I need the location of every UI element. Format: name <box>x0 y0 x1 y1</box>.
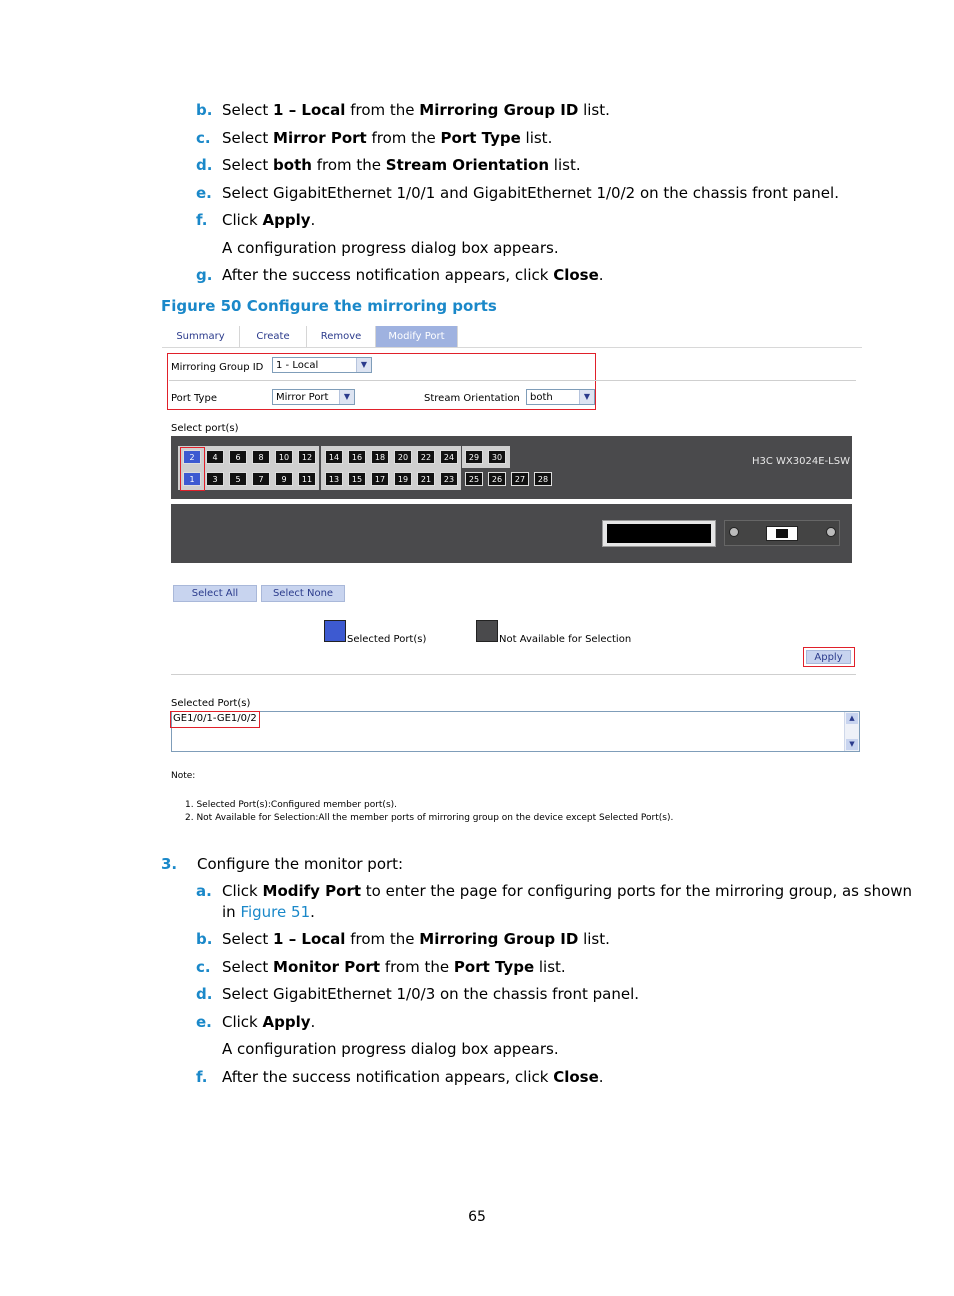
step-text <box>222 211 315 229</box>
select-ports-label: Select port(s) <box>171 423 239 434</box>
step-text-part: both <box>273 156 312 174</box>
legend-selected-label: Selected Port(s) <box>347 634 427 645</box>
step-letter: d. <box>196 985 213 1003</box>
figure-caption: Figure 50 Configure the mirroring ports <box>161 297 497 315</box>
selected-ports-label: Selected Port(s) <box>171 698 251 709</box>
step-text-part: . <box>598 1068 604 1086</box>
port-25[interactable]: 25 <box>465 472 483 486</box>
device-model-label: H3C WX3024E-LSW <box>752 456 850 467</box>
step-text-part: Port Type <box>440 129 521 147</box>
step-text-part: Click <box>222 211 263 229</box>
tab-create[interactable]: Create <box>240 326 307 347</box>
step-letter: b. <box>196 930 213 948</box>
step-text-part: 1 – Local <box>273 930 346 948</box>
step-text-part: . <box>598 266 604 284</box>
step-text-part: list. <box>549 156 581 174</box>
step-text-part: Mirroring Group ID <box>419 930 579 948</box>
step-text-part: Port Type <box>453 958 535 976</box>
step-text-part: list. <box>520 129 553 147</box>
step-letter: b. <box>196 101 213 119</box>
step-letter: e. <box>196 1013 212 1031</box>
port-29[interactable]: 29 <box>465 450 483 464</box>
step-text-part: Apply <box>262 1013 311 1031</box>
scroll-up-icon[interactable]: ▲ <box>846 713 858 724</box>
step-text-part: from the <box>345 930 420 948</box>
figure-link[interactable]: Figure 51 <box>240 903 311 921</box>
port-1[interactable]: 1 <box>183 472 201 486</box>
step-text-part: Stream Orientation <box>385 156 550 174</box>
legend-not-available-swatch <box>476 620 498 642</box>
step-text-part: Click <box>222 882 263 900</box>
step-letter: g. <box>196 266 213 284</box>
step-number: 3. <box>161 855 178 873</box>
step-text <box>222 1068 604 1086</box>
port-28[interactable]: 28 <box>534 472 552 486</box>
port-19[interactable]: 19 <box>394 472 412 486</box>
step-text-part: Select <box>222 930 274 948</box>
port-4[interactable]: 4 <box>206 450 224 464</box>
step-text <box>222 985 639 1003</box>
port-23[interactable]: 23 <box>440 472 458 486</box>
step-text-part: Click <box>222 1013 263 1031</box>
port-20[interactable]: 20 <box>394 450 412 464</box>
port-16[interactable]: 16 <box>348 450 366 464</box>
port-5[interactable]: 5 <box>229 472 247 486</box>
module-slot <box>724 520 840 546</box>
step-text-part: . <box>310 903 315 921</box>
step-text-part: Select <box>222 129 274 147</box>
port-18[interactable]: 18 <box>371 450 389 464</box>
step-text-part: 1 – Local <box>273 101 346 119</box>
step-text-part: list. <box>578 101 610 119</box>
port-9[interactable]: 9 <box>275 472 293 486</box>
step-text <box>222 1013 315 1031</box>
step-letter: a. <box>196 882 212 900</box>
port-type-label: Port Type <box>171 393 217 404</box>
expansion-slot <box>607 524 711 543</box>
step-text: Configure the monitor port: <box>197 855 404 873</box>
step-text-part: Select <box>222 958 274 976</box>
step-letter: c. <box>196 129 211 147</box>
tab-summary[interactable]: Summary <box>162 326 240 347</box>
step-text-part: Select <box>222 156 274 174</box>
step-text-part: Select GigabitEthernet 1/0/3 on the chassis front panel. <box>222 985 640 1003</box>
selected-ports-value: GE1/0/1-GE1/0/2 <box>173 713 257 724</box>
step-text-part: A configuration progress dialog box appears. <box>222 239 559 257</box>
port-24[interactable]: 24 <box>440 450 458 464</box>
divider <box>171 674 856 675</box>
console-port-icon <box>766 526 798 541</box>
slot-frame <box>602 520 716 547</box>
step-text <box>222 930 610 948</box>
step-text-part: Select <box>222 101 274 119</box>
port-26[interactable]: 26 <box>488 472 506 486</box>
step-text-part: Mirroring Group ID <box>419 101 579 119</box>
step-text-part: to enter the page for configuring ports for the mirroring group, as shown <box>361 882 913 900</box>
step-text-part: . <box>310 1013 316 1031</box>
step-text-part: from the <box>345 101 420 119</box>
port-12[interactable]: 12 <box>298 450 316 464</box>
step-letter: c. <box>196 958 211 976</box>
step-text-part: Close <box>553 1068 599 1086</box>
step-text-part: Mirror Port <box>273 129 367 147</box>
port-21[interactable]: 21 <box>417 472 435 486</box>
step-text-part: . <box>310 211 316 229</box>
note-item-1: 1. Selected Port(s):Configured member port(s). <box>185 800 398 810</box>
port-17[interactable]: 17 <box>371 472 389 486</box>
port-type-select[interactable] <box>272 389 355 405</box>
chevron-down-icon: ▼ <box>339 390 354 404</box>
tab-remove[interactable]: Remove <box>307 326 376 347</box>
step-text <box>222 129 552 147</box>
divider <box>169 380 856 381</box>
step-text-part: list. <box>534 958 566 976</box>
step-text-part: A configuration progress dialog box appears. <box>222 1040 559 1058</box>
port-8[interactable]: 8 <box>252 450 270 464</box>
step-text <box>222 184 839 202</box>
port-27[interactable]: 27 <box>511 472 529 486</box>
step-text-part: After the success notification appears, click <box>222 266 554 284</box>
port-15[interactable]: 15 <box>348 472 366 486</box>
stream-orientation-value: both <box>530 392 553 403</box>
mirroring-group-value: 1 - Local <box>276 360 319 371</box>
step-letter: e. <box>196 184 212 202</box>
step-text-part: in <box>222 903 241 921</box>
port-11[interactable]: 11 <box>298 472 316 486</box>
mirroring-group-label: Mirroring Group ID <box>171 362 264 373</box>
port-10[interactable]: 10 <box>275 450 293 464</box>
screw-icon <box>729 527 739 537</box>
step-text-part: list. <box>578 930 610 948</box>
port-13[interactable]: 13 <box>325 472 343 486</box>
port-2[interactable]: 2 <box>183 450 201 464</box>
legend-not-available-label: Not Available for Selection <box>499 634 632 645</box>
step-text-part: from the <box>311 156 386 174</box>
step-text <box>222 156 581 174</box>
select-none-button[interactable]: Select None <box>261 585 345 602</box>
port-14[interactable]: 14 <box>325 450 343 464</box>
step-letter: f. <box>196 211 208 229</box>
step-text <box>222 101 610 119</box>
port-7[interactable]: 7 <box>252 472 270 486</box>
port-30[interactable]: 30 <box>488 450 506 464</box>
note-item-2: 2. Not Available for Selection:All the member ports of mirroring group on the device except Selected Port(s). <box>185 813 674 823</box>
port-6[interactable]: 6 <box>229 450 247 464</box>
screw-icon <box>826 527 836 537</box>
stream-orientation-label: Stream Orientation <box>424 393 520 404</box>
stream-orientation-select[interactable] <box>526 389 595 405</box>
legend-selected-swatch <box>324 620 346 642</box>
select-all-button[interactable]: Select All <box>173 585 257 602</box>
step-text-part: Close <box>553 266 599 284</box>
step-text <box>222 1040 559 1058</box>
step-letter: d. <box>196 156 213 174</box>
step-text <box>222 239 559 257</box>
tab-bar <box>162 326 862 348</box>
tab-modify-port[interactable]: Modify Port <box>376 326 458 347</box>
port-22[interactable]: 22 <box>417 450 435 464</box>
step-text-part: from the <box>366 129 441 147</box>
mirroring-group-select[interactable] <box>272 357 372 373</box>
port-3[interactable]: 3 <box>206 472 224 486</box>
step-text-part: from the <box>380 958 454 976</box>
chevron-down-icon: ▼ <box>579 390 594 404</box>
apply-button[interactable]: Apply <box>806 650 851 664</box>
port-type-value: Mirror Port <box>276 392 329 403</box>
step-text <box>222 882 912 900</box>
step-text <box>222 958 566 976</box>
step-text <box>222 903 315 921</box>
chevron-down-icon: ▼ <box>356 358 371 372</box>
step-letter: f. <box>196 1068 208 1086</box>
step-text-part: Modify Port <box>262 882 362 900</box>
scrollbar[interactable] <box>844 712 859 751</box>
note-title: Note: <box>171 771 196 781</box>
step-text <box>222 266 604 284</box>
selected-ports-textarea[interactable] <box>171 711 860 752</box>
step-text-part: Apply <box>262 211 311 229</box>
page-number: 65 <box>468 1209 486 1225</box>
step-text-part: After the success notification appears, click <box>222 1068 554 1086</box>
step-text-part: Select GigabitEthernet 1/0/1 and GigabitEthernet 1/0/2 on the chassis front panel. <box>222 184 839 202</box>
highlight-box-ports <box>180 447 205 491</box>
step-text-part: Monitor Port <box>273 958 381 976</box>
scroll-down-icon[interactable]: ▼ <box>846 739 858 750</box>
